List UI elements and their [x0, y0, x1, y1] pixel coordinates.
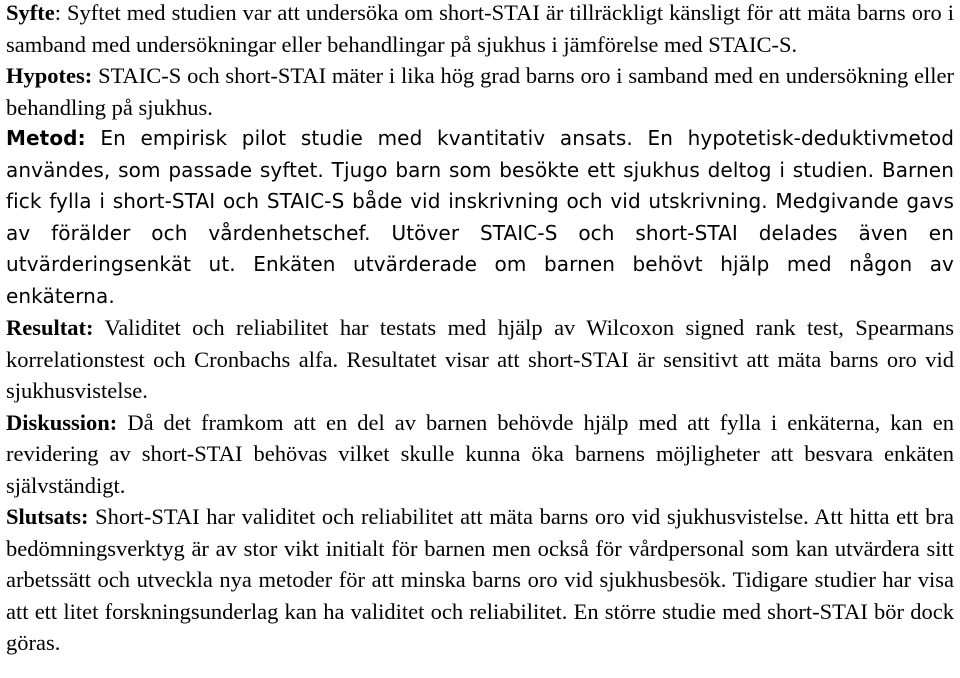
- section-text: : Syftet med studien var att undersöka om short-STAI är tillräckligt känsligt för att mäta barns oro i samband med undersökningar eller behandlingar på sjukhus i jämförelse med STAIC-S.: [6, 0, 954, 57]
- section-hypotes: [6, 60, 954, 123]
- section-slutsats: [6, 501, 954, 659]
- section-text: Då det framkom att en del av barnen behövde hjälp med att fylla i enkäterna, kan en revidering av short-STAI behövas vilket skulle kunna öka barnens möjligheter att besvara enkäten självständigt.: [6, 409, 954, 498]
- section-metod: [6, 123, 954, 312]
- section-diskussion: [6, 407, 954, 502]
- section-label: Resultat:: [6, 315, 94, 340]
- section-label: Metod:: [6, 126, 86, 150]
- section-text: STAIC-S och short-STAI mäter i lika hög grad barns oro i samband med en undersökning eller behandling på sjukhus.: [6, 63, 954, 120]
- section-text: Short-STAI har validitet och reliabilitet att mäta barns oro vid sjukhusvistelse. Att hitta ett bra bedömningsverktyg är av stor vikt initialt för barnen men också för vårdpersonal som kan utvärdera sitt arbetssätt och utveckla nya metoder för att minska barns oro vid sjukhusbesök. Tidigare studier har visa att ett litet forskningsunderlag kan ha validitet och reliabilitet. En större studie med short-STAI bör dock göras.: [6, 504, 954, 655]
- section-label: Slutsats:: [6, 504, 89, 529]
- section-syfte: [6, 0, 954, 60]
- section-label: Diskussion:: [6, 409, 118, 435]
- section-text: Validitet och reliabilitet har testats med hjälp av Wilcoxon signed rank test, Spearmans korrelationstest och Cronbachs alfa. Resultatet visar att short-STAI är sensitivt att mäta barns oro vid sjukhusvistelse.: [6, 315, 954, 403]
- section-label: Hypotes:: [6, 63, 93, 88]
- section-resultat: [6, 312, 954, 407]
- section-label: Syfte: [6, 0, 55, 25]
- section-text: En empirisk pilot studie med kvantitativ ansats. En hypotetisk-deduktivmetod användes, som passade syftet. Tjugo barn som besökte ett sjukhus deltog i studien. Barnen fick fylla i short-STAI och STAIC-S både vid inskrivning och vid utskrivning. Medgivande gavs av förälder och vårdenhetschef. Utöver STAIC-S och short-STAI delades även en utvärderingsenkät ut. Enkäten utvärderade om barnen behövt hjälp med någon av enkäterna.: [6, 126, 954, 308]
